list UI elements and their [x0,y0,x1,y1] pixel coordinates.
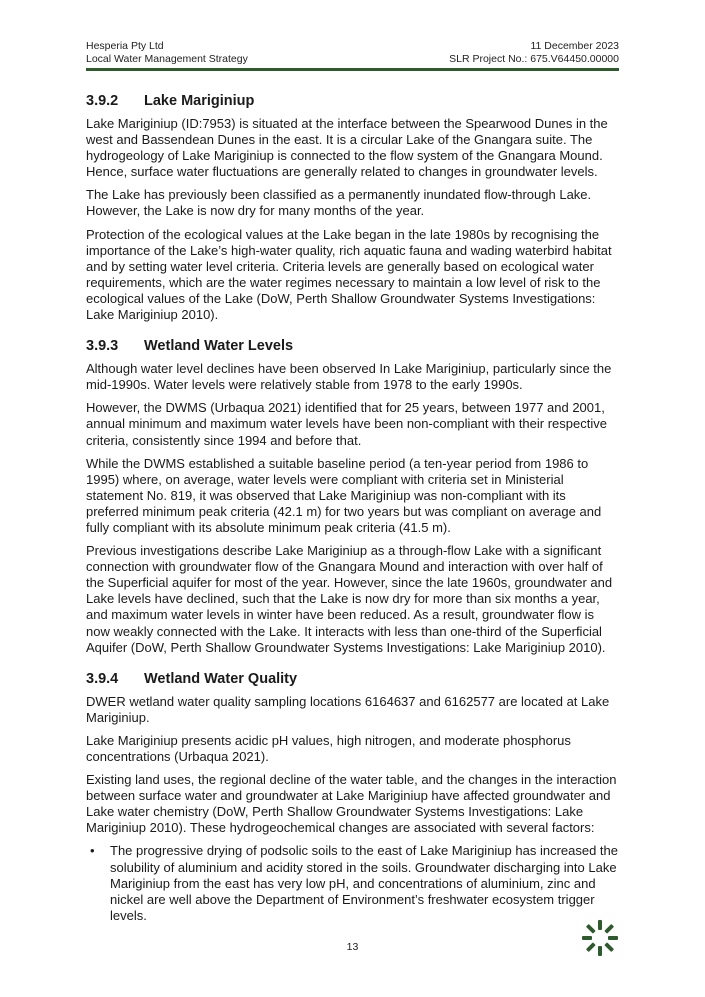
header-right [449,40,619,66]
paragraph: The Lake has previously been classified as a permanently inundated flow-through Lake. However, the Lake is now dry for many months of the year. [86,187,592,219]
paragraph: Protection of the ecological values at the Lake began in the late 1980s by recognising the importance of the Lake’s high-water quality, rich aquatic fauna and wading waterbird habitat and by setting water level criteria. Criteria levels are generally based on ecological water requirements, which are the water regimes necessary to maintain a low level of risk to the ecological values of the Lake (DoW, Perth Shallow Groundwater Systems Investigations: Lake Mariginiup 2010). [86,226,612,323]
document-date: 11 December 2023 [530,40,619,52]
slr-logo-icon [580,918,620,958]
page-number: 13 [346,941,359,953]
section-heading [86,92,619,110]
company-name: Hesperia Pty Ltd [86,40,164,52]
paragraph: DWER wetland water quality sampling locations 6164637 and 6162577 are located at Lake Mariginiup. [86,693,610,725]
project-number: SLR Project No.: 675.V64450.00000 [449,53,619,65]
list-item-text: The progressive drying of podsolic soils to the east of Lake Mariginiup has increased the solubility of aluminium and acidity stored in the soils. Groundwater discharging into Lake Mariginiup from the east has very low pH, and concentrations of aluminium, zinc and nickel are well above the Department of Environment’s freshwater ecosystem trigger levels. [110,843,619,923]
paragraph: Although water level declines have been observed In Lake Mariginiup, particularly since the mid-1990s. Water levels were relatively stable from 1978 to the early 1990s. [86,361,612,393]
section-number: 3.9.2 [86,93,119,109]
bullet-icon: • [90,843,95,859]
paragraph: Lake Mariginiup (ID:7953) is situated at the interface between the Spearwood Dunes in the west and Bassendean Dunes in the east. It is a circular Lake of the Gnangara suite. The hydrogeology of Lake Mariginiup is connected to the flow system of the Gnangara Mound. Hence, surface water fluctuations are generally related to changes in groundwater levels. [86,116,608,180]
document-title: Local Water Management Strategy [86,53,248,65]
section-title: Lake Mariginiup [144,93,255,109]
paragraph: However, the DWMS (Urbaqua 2021) identified that for 25 years, between 1977 and 2001, annual minimum and maximum water levels have been non-compliant with their respective criteria, consistently since 1994 and before that. [86,400,607,448]
factor-list [86,843,619,923]
section-lake-mariginiup [86,92,619,323]
paragraph: Lake Mariginiup presents acidic pH values, high nitrogen, and moderate phosphorus concentrations (Urbaqua 2021). [86,732,571,764]
section-number: 3.9.4 [86,670,119,687]
section-wetland-water-quality [86,670,619,924]
page-header [86,40,619,68]
section-wetland-water-levels [86,337,619,656]
header-left [86,40,248,66]
paragraph: Previous investigations describe Lake Mariginiup as a through-flow Lake with a significant connection with groundwater flow of the Gnangara Mound and interaction with over half of the Superficial aquifer for most of the year. However, since the late 1960s, groundwater and Lake levels have declined, such that the Lake is now dry for more than six months a year, and maximum water levels in winter have been reduced. As a result, groundwater flow is now weakly connected with the Lake. It interacts with less than one-third of the Superficial Aquifer (DoW, Perth Shallow Groundwater Systems Investigations: Lake Mariginiup 2010). [86,543,613,655]
section-number: 3.9.3 [86,338,119,355]
paragraph: Existing land uses, the regional decline of the water table, and the changes in the interaction between surface water and groundwater at Lake Mariginiup have affected groundwater and Lake water chemistry (DoW, Perth Shallow Groundwater Systems Investigations: Lake Mariginiup 2010). These hydrogeochemical changes are associated with several factors: [86,772,617,836]
section-heading [86,670,619,688]
list-item [86,843,619,923]
page-content [86,92,619,924]
header-divider [86,68,619,71]
section-heading [86,337,619,355]
section-title: Wetland Water Levels [144,338,294,355]
section-title: Wetland Water Quality [144,670,298,687]
paragraph: While the DWMS established a suitable baseline period (a ten-year period from 1986 to 1995) where, on average, water levels were compliant with criteria set in Ministerial statement No. 819, it was observed that Lake Mariginiup was non-compliant with its preferred minimum peak criteria (42.1 m) for two years but was compliant on average and fully compliant with its absolute minimum peak criteria (41.5 m). [86,455,602,535]
